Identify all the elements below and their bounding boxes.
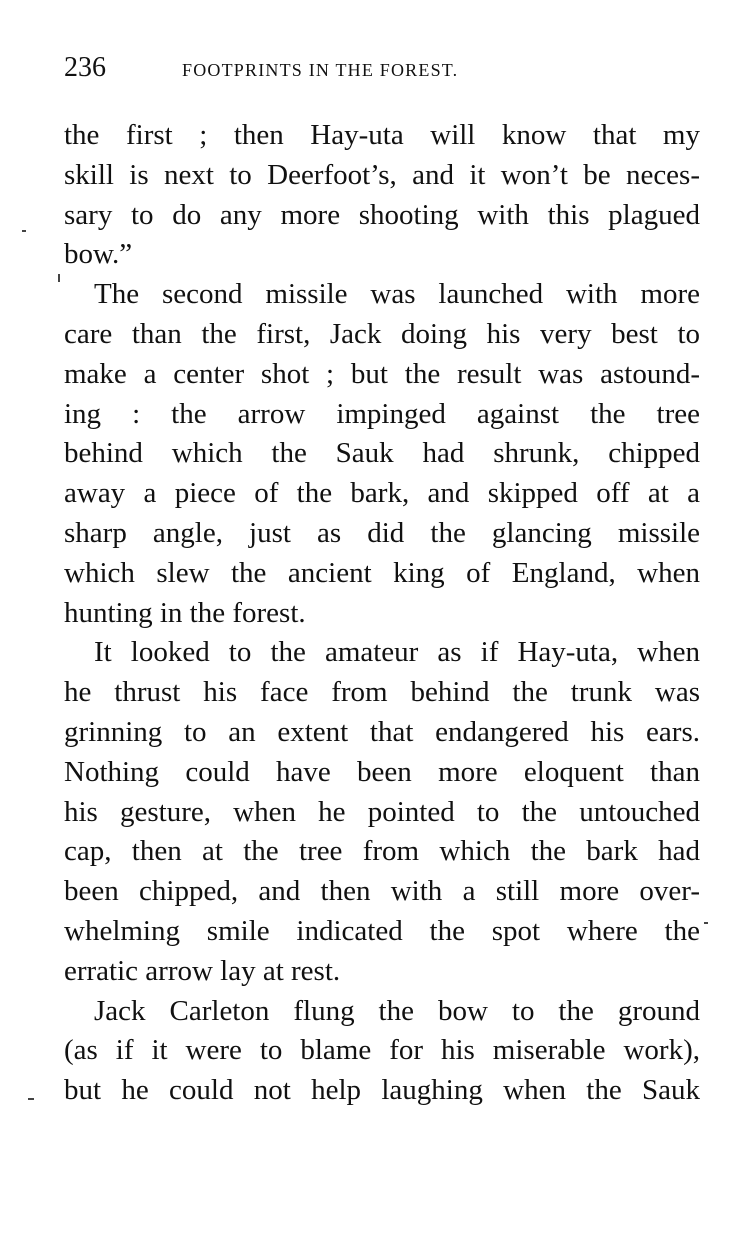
text-line: Nothing could have been more eloquent than: [64, 755, 700, 788]
paragraph-2: [64, 275, 700, 633]
text-line: Jack Carleton flung the bow to the ground: [94, 994, 700, 1027]
text-line: he thrust his face from behind the trunk was: [64, 676, 700, 709]
text-line: away a piece of the bark, and skipped off at a: [64, 477, 700, 510]
paragraph-4: [64, 992, 700, 1111]
text-line: been chipped, and then with a still more over-: [64, 875, 700, 908]
text-line: his gesture, when he pointed to the untouched: [64, 795, 700, 828]
text-line: which slew the ancient king of England, when: [64, 556, 700, 589]
text-line: (as if it were to blame for his miserable work),: [64, 1034, 700, 1067]
text-line: hunting in the forest.: [64, 596, 306, 629]
text-line: grinning to an extent that endangered his ears.: [64, 715, 700, 748]
text-line: ing : the arrow impinged against the tree: [64, 397, 700, 430]
body-text: [64, 116, 700, 1111]
page-number: 236: [64, 52, 106, 83]
text-line: whelming smile indicated the spot where the: [64, 914, 700, 947]
text-line: skill is next to Deerfoot’s, and it won’t be neces-: [64, 158, 700, 191]
scan-speck: [28, 1098, 34, 1100]
paragraph-3: [64, 633, 700, 991]
running-title: FOOTPRINTS IN THE FOREST.: [182, 60, 459, 80]
text-line: sary to do any more shooting with this plagued: [64, 198, 700, 231]
text-line: erratic arrow lay at rest.: [64, 954, 341, 987]
scan-speck: [22, 230, 26, 232]
text-line: the first ; then Hay-uta will know that my: [64, 119, 700, 151]
text-line: make a center shot ; but the result was astound-: [64, 357, 700, 390]
paragraph-1: [64, 116, 700, 275]
scan-speck: [704, 922, 708, 924]
text-line: but he could not help laughing when the Sauk: [64, 1074, 700, 1107]
text-line: care than the first, Jack doing his very best to: [64, 317, 700, 350]
scan-speck: [58, 274, 60, 282]
text-line: sharp angle, just as did the glancing missile: [64, 516, 700, 549]
text-line: behind which the Sauk had shrunk, chipped: [64, 437, 700, 470]
text-line: cap, then at the tree from which the bark had: [64, 835, 700, 868]
text-line: bow.”: [64, 238, 133, 271]
running-head: [64, 50, 704, 90]
text-line: It looked to the amateur as if Hay-uta, when: [94, 636, 700, 669]
text-line: The second missile was launched with more: [94, 278, 700, 311]
